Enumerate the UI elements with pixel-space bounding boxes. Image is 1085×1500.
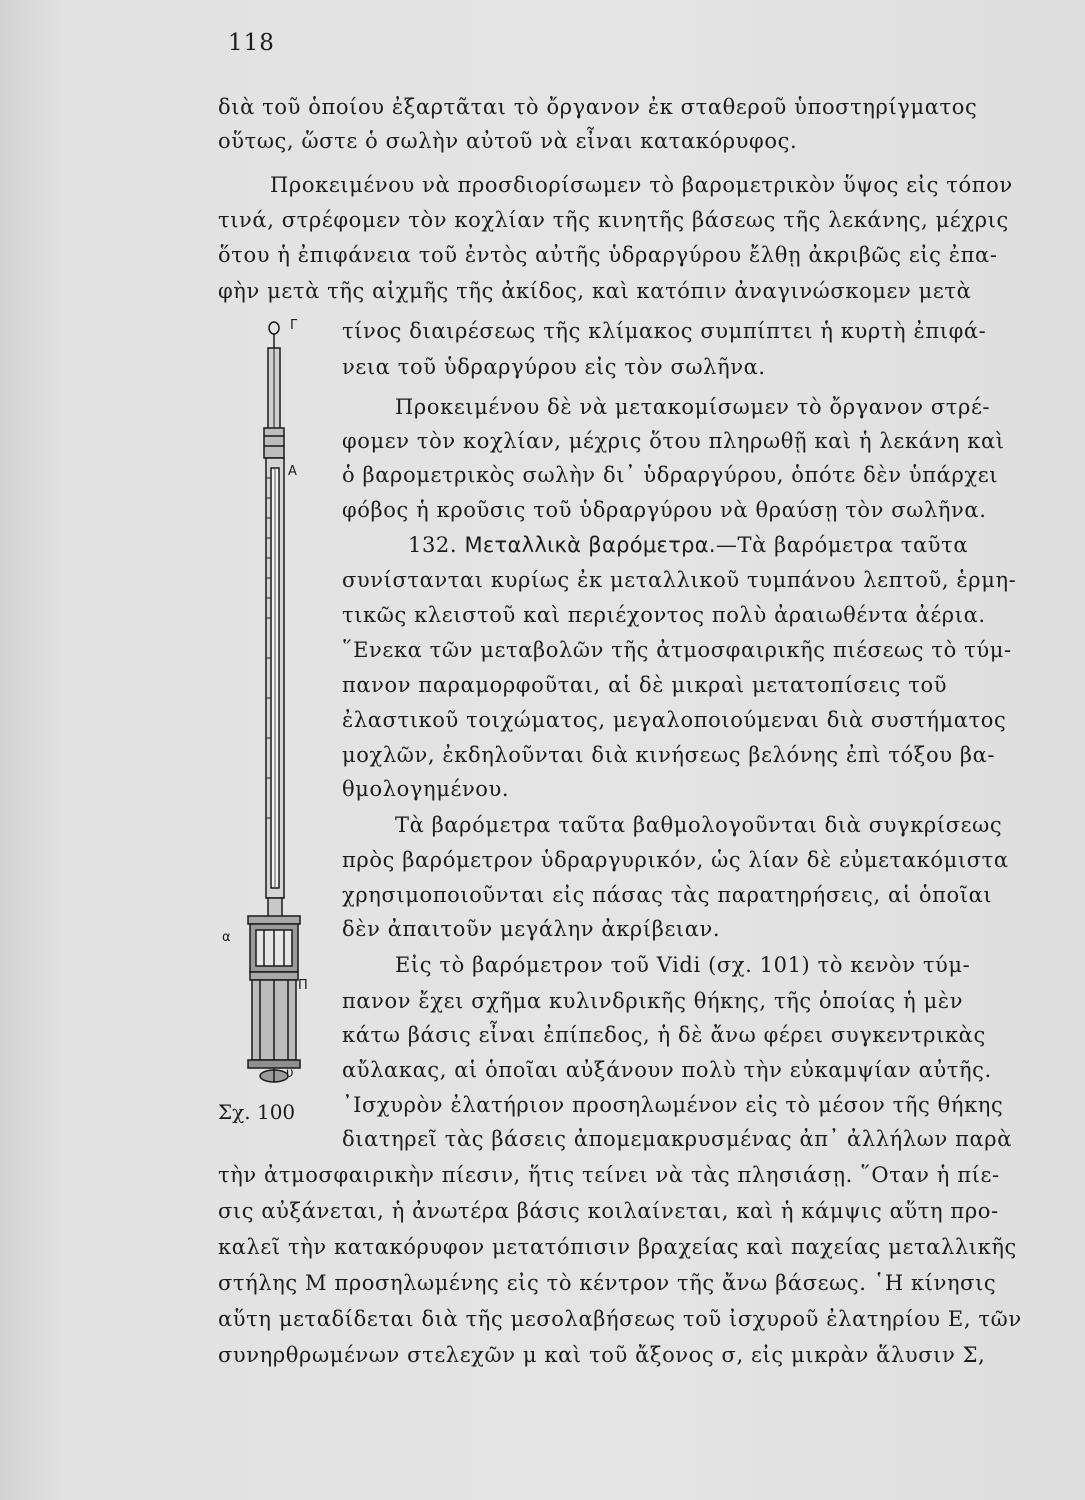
- text-line: αὕτη μεταδίδεται διὰ τῆς μεσολαβήσεως τοῦ ἰσχυροῦ ἐλατηρίου Ε, τῶν: [218, 1307, 1022, 1331]
- text-line: πανον ἔχει σχῆμα κυλινδρικῆς θήκης, τῆς ὁποίας ἡ μὲν: [342, 989, 964, 1013]
- text-line: ἐλαστικοῦ τοιχώματος, μεγαλοποιούμεναι διὰ συστήματος: [342, 708, 1007, 732]
- text-line: σις αὐξάνεται, ἡ ἀνωτέρα βάσις κοιλαίνεται, καὶ ἡ κάμψις αὕτη προ-: [218, 1199, 999, 1223]
- text-line: τικῶς κλειστοῦ καὶ περιέχοντος πολὺ ἀραιωθέντα ἀέρια.: [342, 603, 986, 627]
- text-line: Εἰς τὸ βαρόμετρον τοῦ Vidi (σχ. 101) τὸ κενὸν τύμ-: [395, 953, 971, 977]
- text-line: ᾿Ισχυρὸν ἐλατήριον προσηλωμένον εἰς τὸ μέσον τῆς θήκης: [342, 1093, 1004, 1117]
- text-line: τίνος διαιρέσεως τῆς κλίμακος συμπίπτει ἡ κυρτὴ ἐπιφά-: [342, 319, 987, 343]
- text-line: διατηρεῖ τὰς βάσεις ἀπομεμακρυσμένας ἀπ᾿ ἀλλήλων παρὰ: [342, 1127, 1013, 1151]
- text-line: τὴν ἀτμοσφαιρικὴν πίεσιν, ἥτις τείνει νὰ τὰς πλησιάσῃ. ῞Οταν ἡ πίε-: [218, 1163, 1000, 1187]
- page-number: 118: [228, 30, 275, 56]
- figure-caption: Σχ. 100: [218, 1100, 296, 1124]
- text-line: μοχλῶν, ἐκδηλοῦνται διὰ κινήσεως βελόνης ἐπὶ τόξου βα-: [342, 743, 996, 767]
- text-line: ὅτου ἡ ἐπιφάνεια τοῦ ἐντὸς αὐτῆς ὑδραργύρου ἔλθῃ ἀκριβῶς εἰς ἐπα-: [218, 243, 998, 267]
- section-number: 132.: [408, 533, 458, 557]
- text-line: στήλης Μ προσηλωμένης εἰς τὸ κέντρον τῆς ἄνω βάσεως. ῾Η κίνησις: [218, 1271, 997, 1295]
- text-line: φομεν τὸν κοχλίαν, μέχρις ὅτου πληρωθῇ καὶ ἡ λεκάνη καὶ: [342, 429, 1005, 453]
- text-line: Τὰ βαρόμετρα ταῦτα βαθμολογοῦνται διὰ συγκρίσεως: [395, 813, 1003, 837]
- section-heading: [408, 530, 968, 560]
- section-lead: —Τὰ βαρόμετρα ταῦτα: [715, 533, 969, 557]
- text-line: θμολογημένου.: [342, 777, 510, 801]
- text-line: Προκειμένου δὲ νὰ μετακομίσωμεν τὸ ὄργανον στρέ-: [395, 395, 991, 419]
- figure-label-pi: Π: [298, 978, 308, 993]
- text-line: ὁ βαρομετρικὸς σωλὴν δι᾿ ὑδραργύρου, ὁπότε δὲν ὑπάρχει: [342, 463, 999, 487]
- text-line: καλεῖ τὴν κατακόρυφον μετατόπισιν βραχείας καὶ παχείας μεταλλικῆς: [218, 1235, 1017, 1259]
- text-line: πανον παραμορφοῦται, αἱ δὲ μικραὶ μετατοπίσεις τοῦ: [342, 673, 948, 697]
- figure-label-gamma: Γ: [290, 318, 298, 333]
- text-line: συνίστανται κυρίως ἐκ μεταλλικοῦ τυμπάνου λεπτοῦ, ἑρμη-: [342, 568, 1017, 592]
- text-line: οὕτως, ὥστε ὁ σωλὴν αὐτοῦ νὰ εἶναι κατακόρυφος.: [218, 129, 798, 153]
- text-line: χρησιμοποιοῦνται εἰς πάσας τὰς παρατηρήσεις, αἱ ὁποῖαι: [342, 883, 993, 907]
- text-line: διὰ τοῦ ὁποίου ἐξαρτᾶται τὸ ὄργανον ἐκ σταθεροῦ ὑποστηρίγματος: [218, 95, 978, 119]
- text-line: κάτω βάσις εἶναι ἐπίπεδος, ἡ δὲ ἄνω φέρει συγκεντρικὰς: [342, 1023, 986, 1047]
- text-line: τινά, στρέφομεν τὸν κοχλίαν τῆς κινητῆς βάσεως τῆς λεκάνης, μέχρις: [218, 208, 1009, 232]
- figure-label-alpha-lower: α: [222, 930, 231, 945]
- text-line: ῞Ενεκα τῶν μεταβολῶν τῆς ἀτμοσφαιρικῆς πιέσεως τὸ τύμ-: [342, 638, 1012, 662]
- figure-label-upsilon: υ: [286, 1066, 294, 1081]
- text-line: αὔλακας, αἱ ὁποῖαι αὐξάνουν πολὺ τὴν εὐκαμψίαν αὐτῆς.: [342, 1058, 992, 1082]
- figure-label-alpha-upper: Α: [288, 464, 297, 479]
- text-line: νεια τοῦ ὑδραργύρου εἰς τὸν σωλῆνα.: [342, 355, 766, 379]
- text-line: Προκειμένου νὰ προσδιορίσωμεν τὸ βαρομετρικὸν ὕψος εἰς τόπον: [270, 173, 1013, 197]
- text-line: συνηρθρωμένων στελεχῶν μ καὶ τοῦ ἄξονος σ, εἰς μικρὰν ἅλυσιν Σ,: [218, 1343, 986, 1367]
- text-line: δὲν ἀπαιτοῦν μεγάλην ἀκρίβειαν.: [342, 917, 721, 941]
- text-line: πρὸς βαρόμετρον ὑδραργυρικόν, ὡς λίαν δὲ εὐμετακόμιστα: [342, 848, 1009, 872]
- text-line: φόβος ἡ κροῦσις τοῦ ὑδραργύρου νὰ θραύσῃ τὸν σωλῆνα.: [342, 498, 987, 522]
- barometer-figure: [222, 318, 328, 1098]
- barometer-illustration: [228, 318, 328, 1098]
- text-line: φὴν μετὰ τῆς αἰχμῆς τῆς ἀκίδος, καὶ κατόπιν ἀναγινώσκομεν μετὰ: [218, 279, 972, 303]
- section-title: Μεταλλικὰ βαρόμετρα.: [464, 533, 716, 557]
